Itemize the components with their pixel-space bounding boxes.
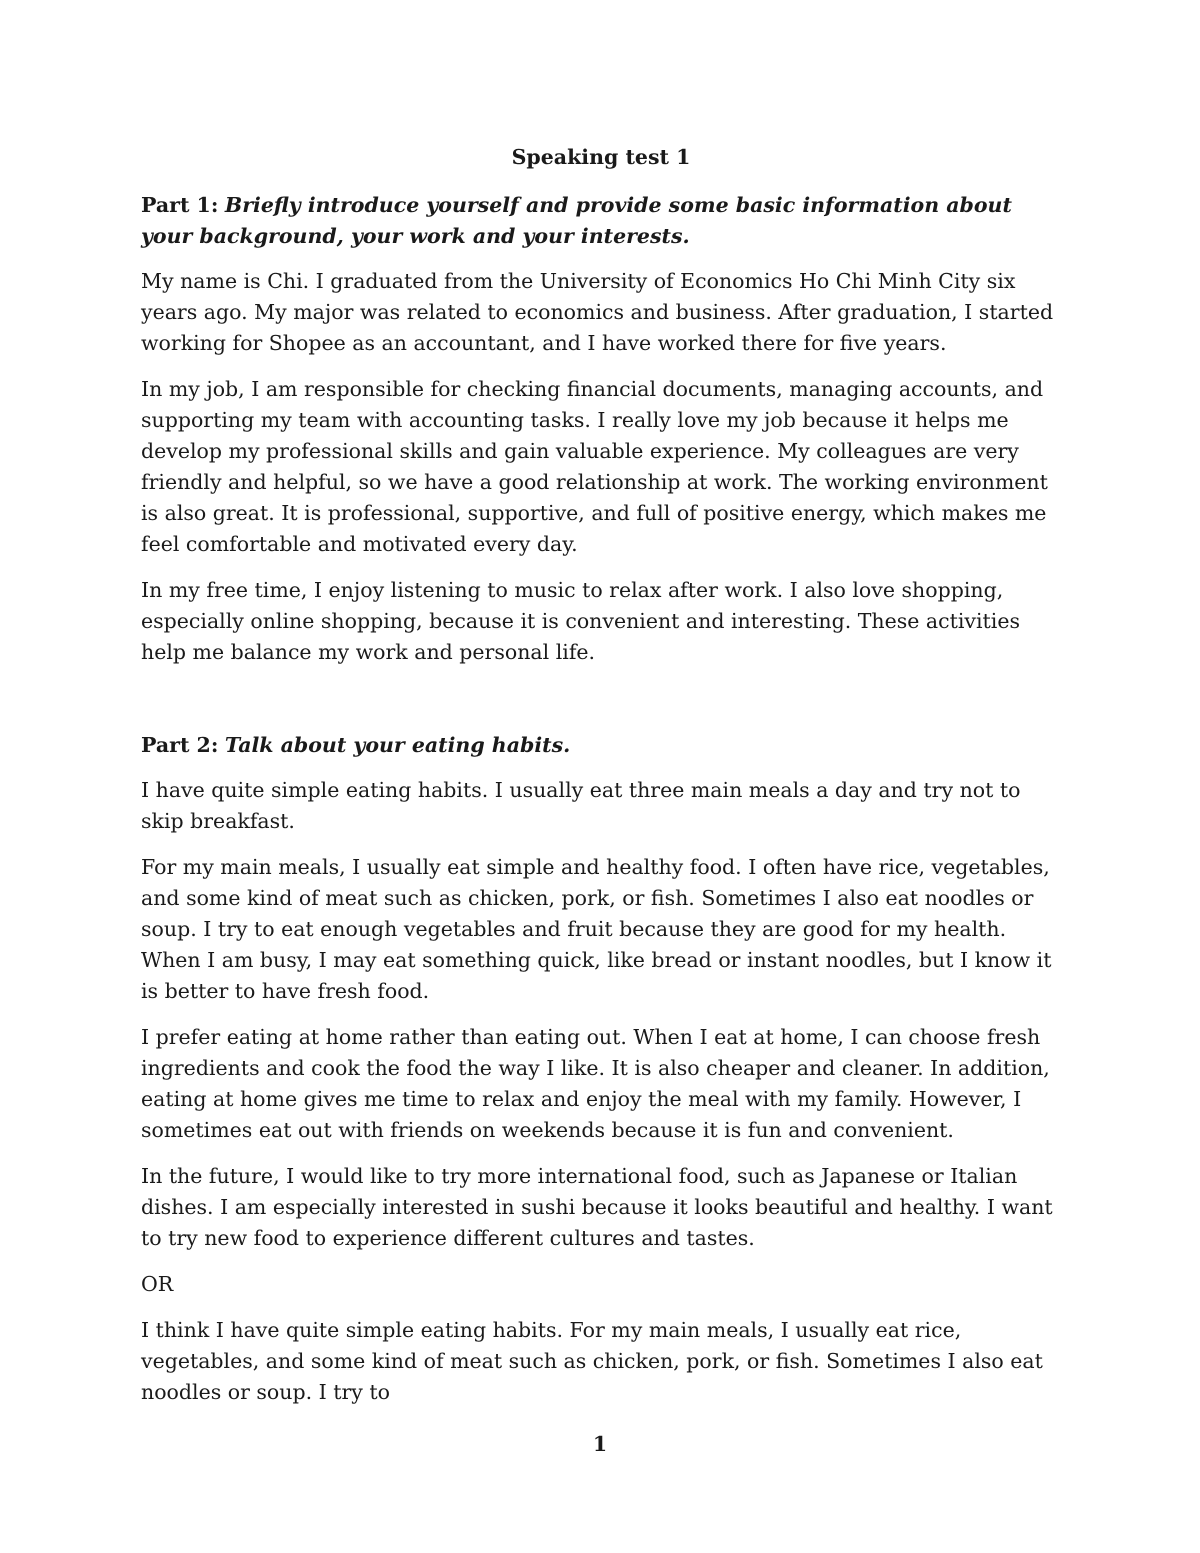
part2-prompt: Talk about your eating habits. (224, 733, 571, 757)
page-number: 1 (592, 1432, 608, 1456)
part1-heading (141, 190, 1061, 252)
document-body (141, 143, 1061, 1423)
part1-prompt: Briefly introduce yourself and provide some basic information about your background, your work and your interests. (141, 193, 1012, 248)
part2-paragraph: I think I have quite simple eating habits. For my main meals, I usually eat rice, vegetables, and some kind of meat such as chicken, pork, or fish. Sometimes I also eat noodles or soup. I try to (141, 1318, 1043, 1404)
part2-heading (141, 730, 1061, 761)
part2-label: Part 2: (141, 733, 219, 757)
part1-paragraph: In my free time, I enjoy listening to music to relax after work. I also love shopping, especially online shopping, because it is convenient and interesting. These activities help me balance my work and personal life. (141, 578, 1020, 664)
part2-paragraph: In the future, I would like to try more international food, such as Japanese or Italian dishes. I am especially interested in sushi because it looks beautiful and healthy. I want to try new food to experience different cultures and tastes. (141, 1164, 1053, 1250)
section-spacer (141, 683, 1061, 730)
part2-or-separator: OR (141, 1272, 174, 1296)
part2-paragraph: For my main meals, I usually eat simple and healthy food. I often have rice, vegetables, and some kind of meat such as chicken, pork, or fish. Sometimes I also eat noodles or soup. I try to eat enough vegetables and fruit because they are good for my health. When I am busy, I may eat something quick, like bread or instant noodles, but I know it is better to have fresh food. (141, 855, 1052, 1003)
part1-paragraph: In my job, I am responsible for checking financial documents, managing accounts, and supporting my team with accounting tasks. I really love my job because it helps me develop my professional skills and gain valuable experience. My colleagues are very friendly and helpful, so we have a good relationship at work. The working environment is also great. It is professional, supportive, and full of positive energy, which makes me feel comfortable and motivated every day. (141, 377, 1048, 556)
part1-paragraph: My name is Chi. I graduated from the University of Economics Ho Chi Minh City six years ago. My major was related to economics and business. After graduation, I started working for Shopee as an accountant, and I have worked there for five years. (141, 269, 1054, 355)
part1-label: Part 1: (141, 193, 219, 217)
part2-paragraph: I have quite simple eating habits. I usually eat three main meals a day and try not to skip breakfast. (141, 778, 1021, 833)
part2-paragraph: I prefer eating at home rather than eating out. When I eat at home, I can choose fresh ingredients and cook the food the way I like. It is also cheaper and cleaner. In addition, eating at home gives me time to relax and enjoy the meal with my family. However, I sometimes eat out with friends on weekends because it is fun and convenient. (141, 1025, 1050, 1142)
document-title: Speaking test 1 (511, 145, 691, 169)
